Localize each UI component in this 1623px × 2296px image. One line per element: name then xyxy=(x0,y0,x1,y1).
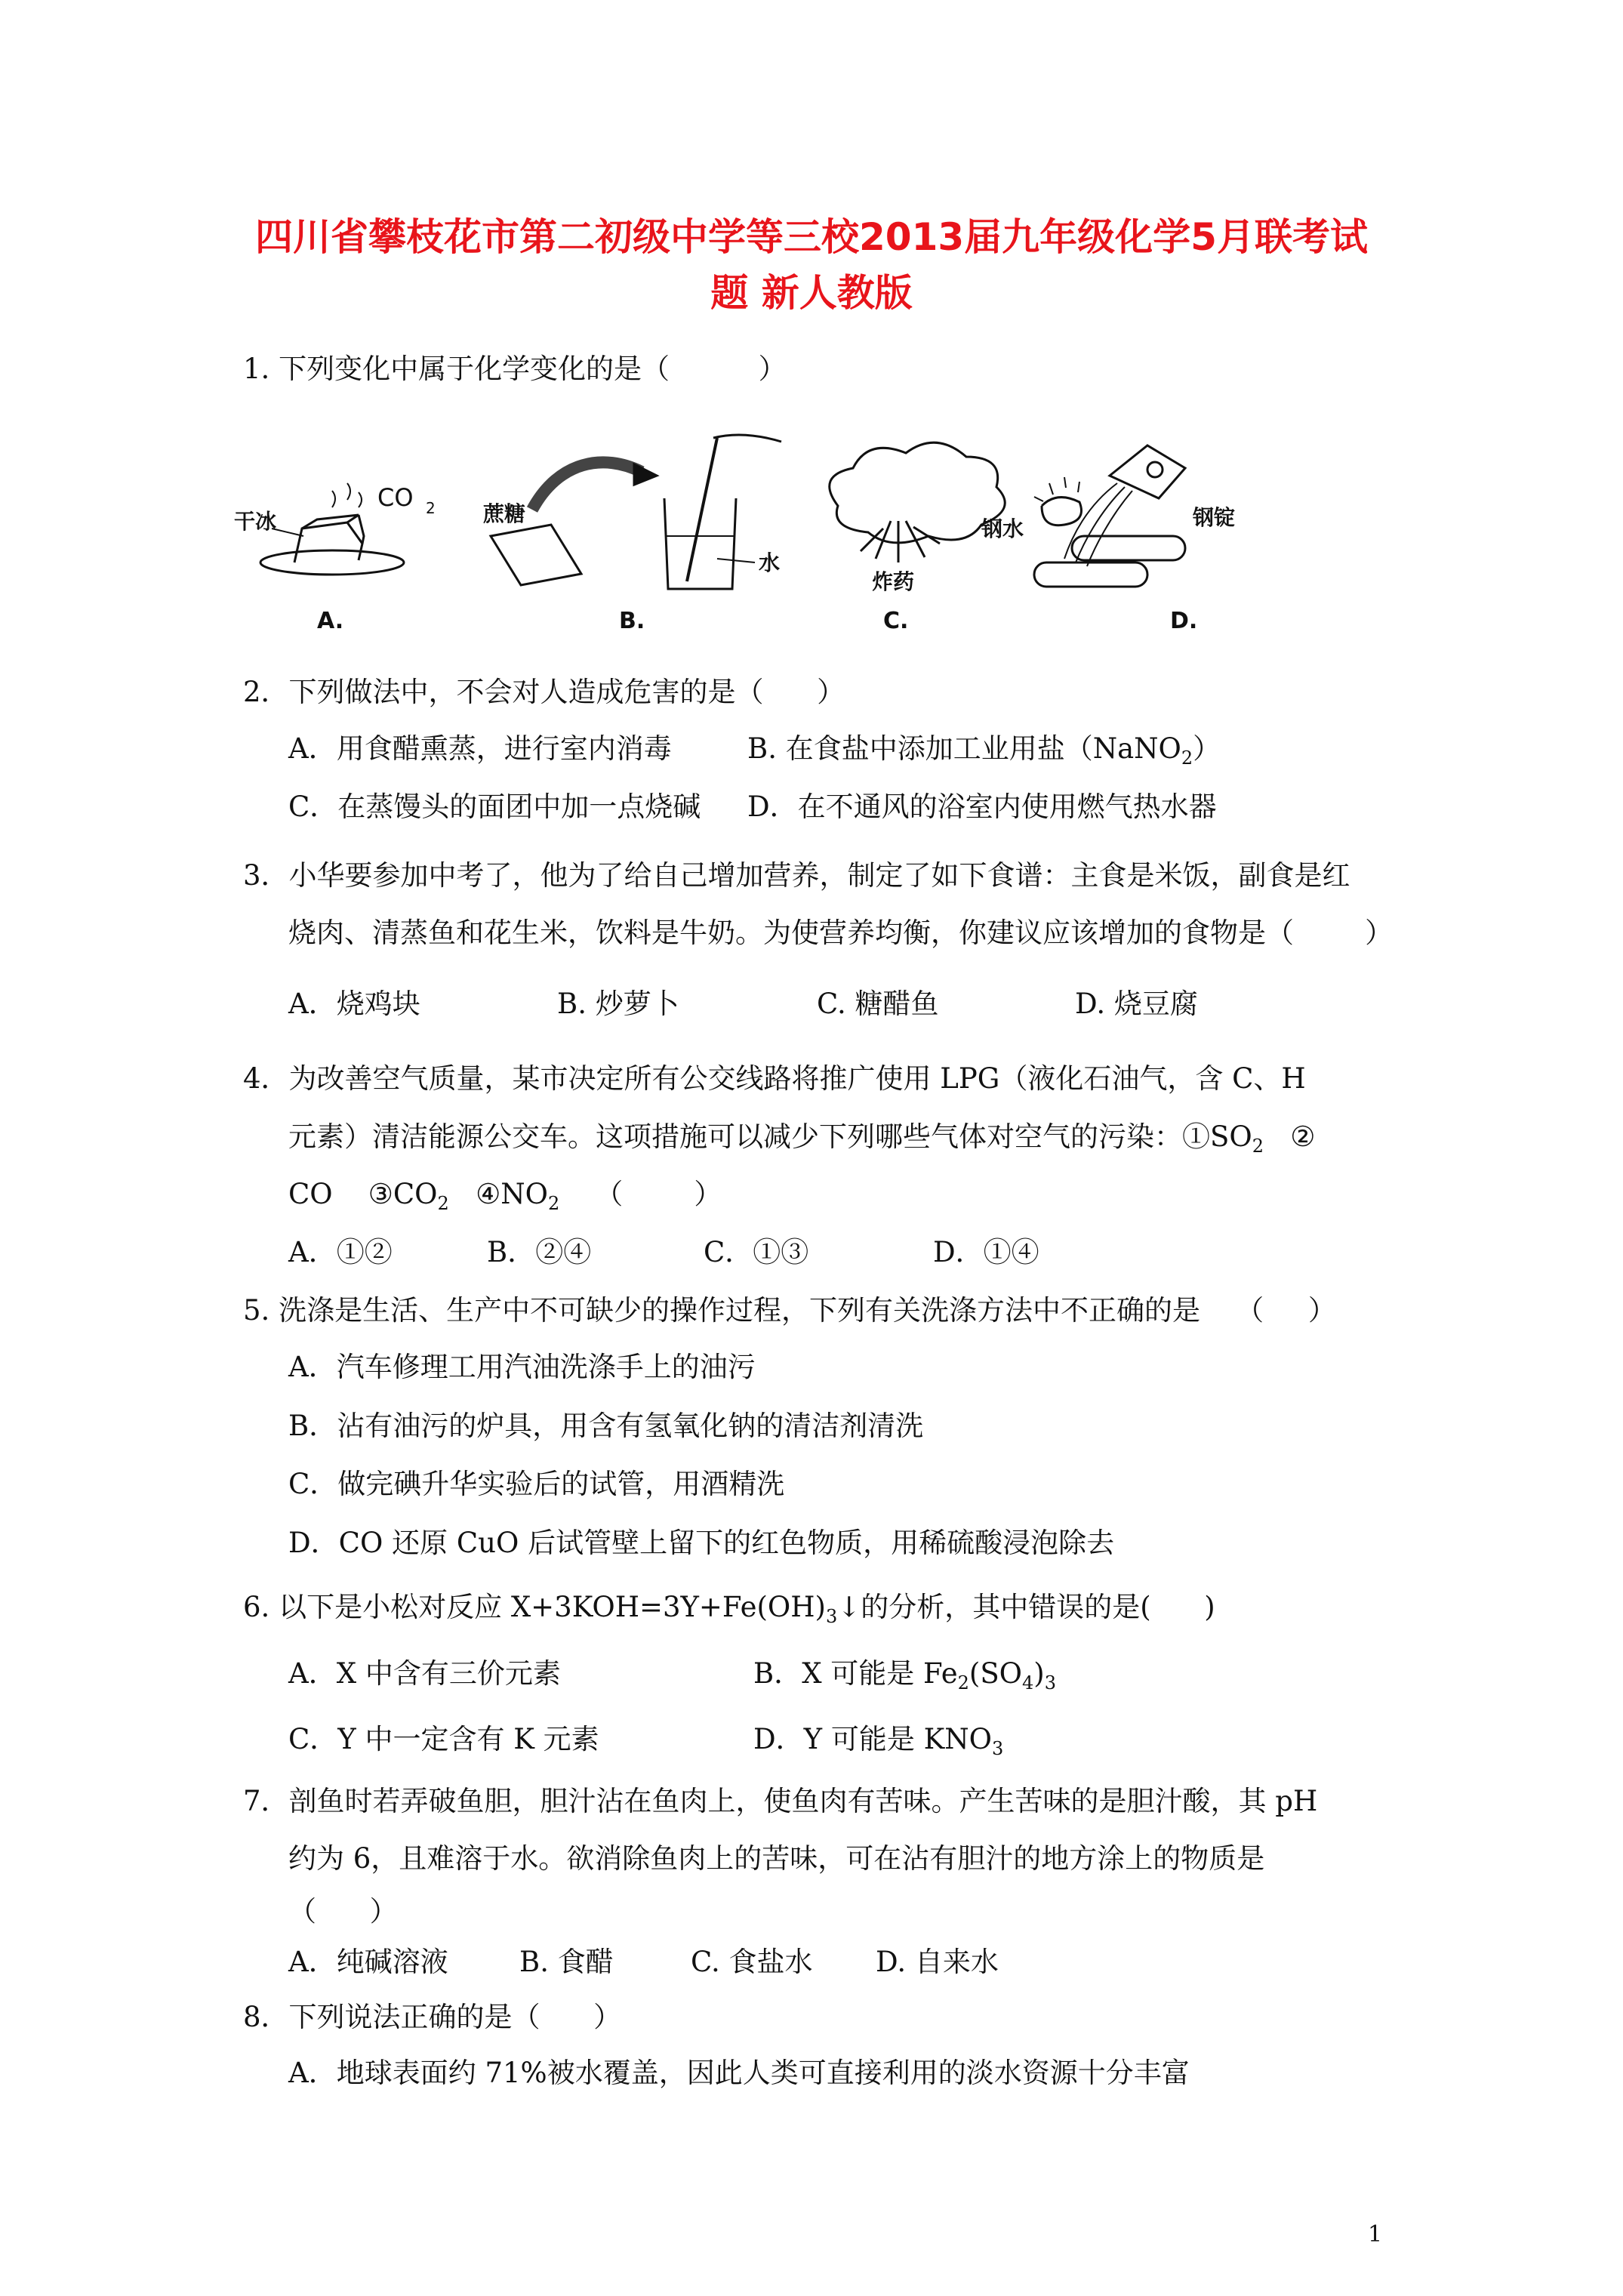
figure-d-text2: 钢锭 xyxy=(1193,505,1236,530)
q7-line1: 7．剖鱼时若弄破鱼胆，胆汁沾在鱼肉上，使鱼肉有苦味。产生苦味的是胆汁酸，其 pH xyxy=(243,1785,1318,1817)
q5-option-a: A．汽车修理工用汽油洗涤手上的油污 xyxy=(288,1351,756,1383)
figure-a-text2: CO xyxy=(377,483,414,512)
q3-option-b: B. 炒萝卜 xyxy=(557,988,679,1020)
figure-b-text2: 水 xyxy=(759,550,781,575)
figure-c-label: C. xyxy=(883,608,909,634)
q7-option-b: B. 食醋 xyxy=(519,1946,614,1978)
figure-d-steel xyxy=(1034,445,1185,587)
figure-a-text1: 干冰 xyxy=(234,509,277,534)
q2-option-b: B. 在食盐中添加工业用盐（NaNO$_2$） xyxy=(747,732,1221,769)
q1-figure xyxy=(234,430,1291,642)
figure-c-text1: 炸药 xyxy=(872,569,915,594)
q3-option-d: D. 烧豆腐 xyxy=(1075,988,1198,1020)
q5-option-d: D．CO 还原 CuO 后试管壁上留下的红色物质，用稀硫酸浸泡除去 xyxy=(288,1527,1115,1559)
q3-line2: 烧肉、清蒸鱼和花生米，饮料是牛奶。为使营养均衡，你建议应该增加的食物是（ ） xyxy=(288,917,1394,949)
figure-a-label: A. xyxy=(317,608,344,634)
figure-b-label: B. xyxy=(619,608,645,634)
figure-d-text1: 钢水 xyxy=(981,516,1024,541)
q3-option-a: A．烧鸡块 xyxy=(288,988,420,1020)
q2-stem: 2．下列做法中，不会对人造成危害的是（ ） xyxy=(243,676,845,708)
q3-line1: 3．小华要参加中考了，他为了给自己增加营养，制定了如下食谱：主食是米饭，副食是红 xyxy=(243,859,1350,892)
q7-option-d: D. 自来水 xyxy=(876,1946,999,1978)
q5-option-c: C．做完碘升华实验后的试管，用酒精洗 xyxy=(288,1468,785,1500)
document-title-line2: 题 新人教版 xyxy=(710,271,913,315)
q7-line3: （ ） xyxy=(288,1895,398,1928)
q5-stem: 5. 洗涤是生活、生产中不可缺少的操作过程，下列有关洗涤方法中不正确的是 （ ） xyxy=(243,1294,1336,1327)
q4-line1: 4．为改善空气质量，某市决定所有公交线路将推广使用 LPG（液化石油气，含 C、H xyxy=(243,1062,1306,1095)
q4-option-a: A．①② xyxy=(288,1236,393,1268)
q7-line2: 约为 6，且难溶于水。欲消除鱼肉上的苦味，可在沾有胆汁的地方涂上的物质是 xyxy=(288,1842,1265,1875)
q6-option-c: C．Y 中一定含有 K 元素 xyxy=(288,1723,599,1755)
q3-option-c: C. 糖醋鱼 xyxy=(817,988,939,1020)
q2-option-d: D．在不通风的浴室内使用燃气热水器 xyxy=(747,791,1217,823)
figure-d-label: D. xyxy=(1170,608,1198,634)
q5-option-b: B．沾有油污的炉具，用含有氢氧化钠的清洁剂清洗 xyxy=(288,1410,924,1442)
q6-option-d: D．Y 可能是 $KNO_3$ xyxy=(753,1723,1004,1759)
svg-text:2: 2 xyxy=(426,499,436,517)
q4-line3: CO $③CO_2$ $④NO_2$ （ ） xyxy=(288,1178,722,1214)
q4-option-c: C．①③ xyxy=(704,1236,809,1268)
figure-b-text1: 蔗糖 xyxy=(483,501,526,526)
q1-stem: 1. 下列变化中属于化学变化的是（ ） xyxy=(243,353,787,385)
q8-option-a: A．地球表面约 71%被水覆盖，因此人类可直接利用的淡水资源十分丰富 xyxy=(288,2057,1190,2089)
q4-line2: 元素）清洁能源公交车。这项措施可以减少下列哪些气体对空气的污染：$①SO_2$ ② xyxy=(288,1120,1316,1157)
q4-option-b: B．②④ xyxy=(487,1236,592,1268)
q7-option-a: A．纯碱溶液 xyxy=(288,1946,448,1978)
page-number: 1 xyxy=(1368,2221,1383,2248)
q2-option-c: C．在蒸馒头的面团中加一点烧碱 xyxy=(288,791,701,823)
document-title-line1: 四川省攀枝花市第二初级中学等三校2013届九年级化学5月联考试 xyxy=(255,215,1368,259)
q8-stem: 8．下列说法正确的是（ ） xyxy=(243,2001,622,2033)
q4-option-d: D．①④ xyxy=(933,1236,1039,1268)
q6-stem: 6. 以下是小松对反应 $X+3KOH=3Y+Fe(OH)_3↓$的分析，其中错误的是( ) xyxy=(243,1591,1215,1627)
figure-b-sugar-water xyxy=(491,435,781,589)
q7-option-c: C. 食盐水 xyxy=(691,1946,813,1978)
q6-option-b: B．X 可能是 $Fe_2(SO_4)_3$ xyxy=(753,1657,1057,1693)
figure-c-explosion xyxy=(830,442,1006,562)
q2-option-a: A．用食醋熏蒸，进行室内消毒 xyxy=(288,732,672,765)
q6-option-a: A．X 中含有三价元素 xyxy=(288,1657,561,1690)
